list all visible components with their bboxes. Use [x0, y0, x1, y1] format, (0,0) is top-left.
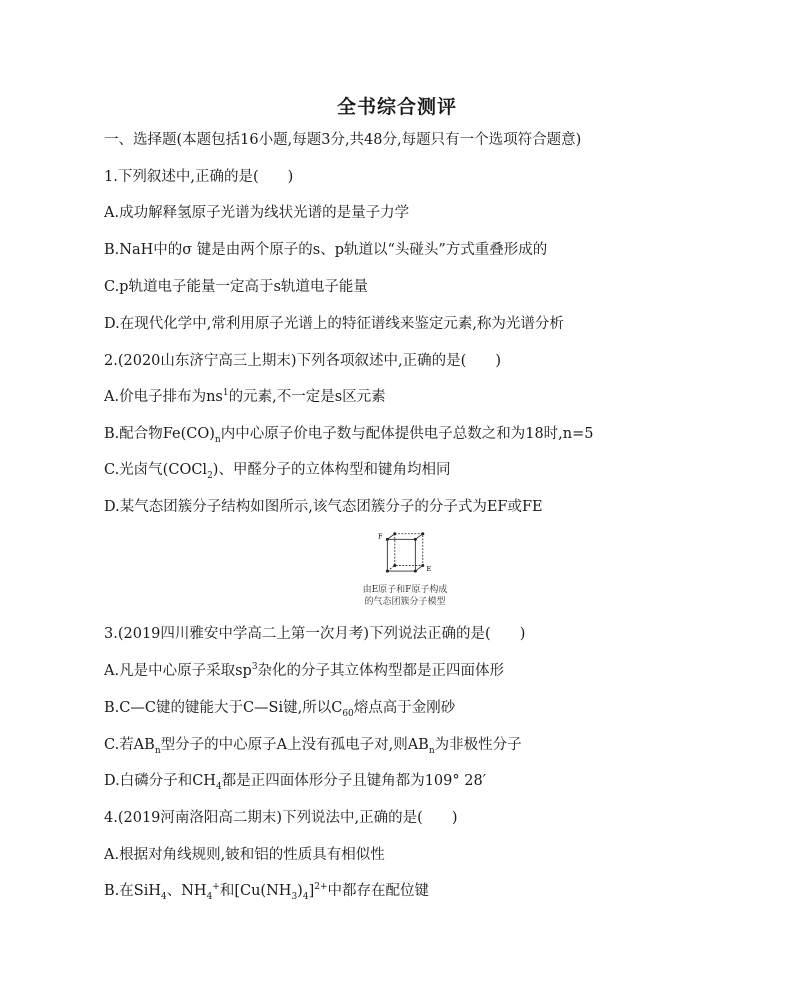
section-header: 一、选择题(本题包括16小题,每题3分,共48分,每题只有一个选项符合题意)	[104, 132, 582, 148]
q3-option-a: A.凡是中心原子采取$sp^3$杂化的分子其立体构型都是正四面体形	[104, 662, 505, 679]
q3-option-b: B.C—C键的键能大于C—Si键,所以$C_{60}$熔点高于金刚砂	[104, 700, 456, 719]
q4-option-a: A.根据对角线规则,铍和铝的性质具有相似性	[104, 847, 385, 863]
q3-option-c: C.若$AB_n$型分子的中心原子A上没有孤电子对,则$AB_n$为非极性分子	[104, 737, 522, 756]
q1-option-a: A.成功解释氢原子光谱为线状光谱的是量子力学	[104, 205, 410, 221]
figure-label-e: E	[426, 565, 432, 574]
q1-option-d: D.在现代化学中,常利用原子光谱上的特征谱线来鉴定元素,称为光谱分析	[104, 316, 564, 332]
q4-option-b: B.在SiH$_4$、$NH_4^+$和$[Cu(NH_3)_4]^{2+}$中都存在配位键	[104, 882, 430, 902]
q2-stem: 2.(2020山东济宁高三上期末)下列各项叙述中,正确的是( )	[104, 353, 501, 369]
q1-option-b: B.NaH中的σ 键是由两个原子的s、p轨道以“头碰头”方式重叠形成的	[104, 242, 548, 258]
cluster-model-figure	[366, 530, 446, 586]
q4-stem: 4.(2019河南洛阳高二期末)下列说法中,正确的是( )	[104, 810, 458, 826]
q2-option-c: C.光卤气(COCl$_2$)、甲醛分子的立体构型和键角均相同	[104, 462, 451, 481]
q2-option-b: B.配合物$Fe(CO)_n$内中心原子价电子数与配体提供电子总数之和为18时,n=5	[104, 426, 594, 445]
q3-option-d: D.白磷分子和$CH_4$都是正四面体形分子且键角都为109° 28′	[104, 773, 486, 792]
figure-label-f: F	[378, 532, 383, 541]
q3-stem: 3.(2019四川雅安中学高二上第一次月考)下列说法正确的是( )	[104, 626, 526, 642]
q1-option-c: C.p轨道电子能量一定高于s轨道电子能量	[104, 279, 368, 295]
q1-stem: 1.下列叙述中,正确的是( )	[104, 169, 294, 185]
q2-option-d: D.某气态团簇分子结构如图所示,该气态团簇分子的分子式为EF或FE	[104, 499, 543, 515]
figure-caption: 由E原子和F原子构成 的气态团簇分子模型	[362, 585, 448, 607]
page-title: 全书综合测评	[336, 96, 457, 118]
q2-option-a: A.价电子排布为$ns^1$的元素,不一定是s区元素	[104, 388, 386, 405]
